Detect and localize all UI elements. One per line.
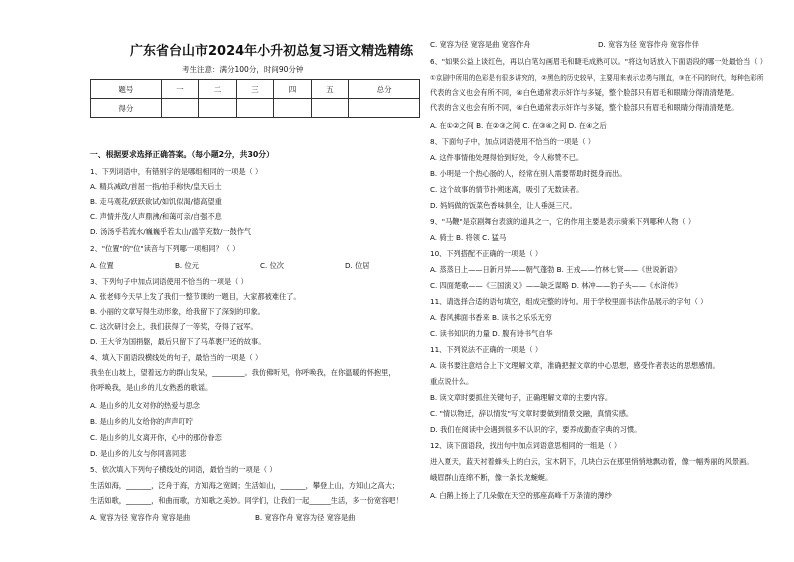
passage-line: 你呼唤我，是山乡的儿女熟悉的歌谣。 (90, 383, 213, 392)
score-header-cell: 二 (199, 80, 237, 99)
option-line[interactable]: D. 妈妈做的饭菜色香味俱全，让人垂涎三尺。 (430, 201, 577, 210)
option-line: C. 是山乡的儿女离开你，心中的那份眷恋 (90, 433, 222, 442)
question-line: 3、下列句子中加点词语使用不恰当的一项是（ ） (90, 277, 248, 286)
option-line[interactable]: A. 骑士 B. 将领 C. 猛马 (430, 233, 507, 242)
score-header-cell: 总分 (349, 80, 420, 99)
option-line: B. 小丽的文章写得生动形象，给我留下了深刻的印象。 (90, 307, 265, 316)
option-line[interactable]: A. 读书要注意结合上下文理解文章，准确把握文章的中心思想，感受作者表达的思想感情。 (430, 361, 720, 370)
exam-notice: 考生注意：满分100分，时间90分钟 (182, 65, 304, 74)
question-line: 9、"马鞭"是京剧舞台表演的道具之一，它的作用主要是表示骑乘下列哪种人物（ ） (430, 217, 696, 226)
question-line: 11、请选择合适的语句填空，组成完整的诗句。用于学校里面书法作品展示的字句（ ） (430, 297, 708, 306)
question-line: 10、下列搭配不正确的一项是（ ） (430, 249, 543, 258)
question-line: 6、"如果公益上谈红色，再以白笔勾画眉毛和睫毛成熟可以。"将这句话放入下面语段的哪一处最恰当（ ） (430, 57, 767, 66)
option-line[interactable]: A. 这件事情他处理得恰到好处，令人称赞不已。 (430, 153, 584, 162)
question-line: 11、下列说法不正确的一项是（ ） (430, 345, 543, 354)
score-cell[interactable] (349, 99, 420, 118)
score-table (90, 79, 420, 118)
option-line: B. 走马观花/跃跃欲试/如饥似渴/德高望重 (90, 197, 222, 206)
passage-line: 生活如海，_______，泛舟于海，方知海之宽阔；生活如山，_______，攀登上山，方知山之高大； (90, 481, 400, 490)
option-line: D. 是山乡的儿女与你同喜同悲 (90, 449, 187, 458)
question-line: 4、填入下面语段横线处的句子，最恰当的一项是（ ） (90, 353, 263, 362)
option-line: B. 是山乡的儿女给你的声声叮咛 (90, 417, 193, 426)
score-cell[interactable] (161, 99, 199, 118)
passage-line: 进入夏天，蓝天衬着蜂头上的白云，宝木阴下，几块白云在那里悄悄地飘动着，像一幅秀丽的风景画。 (430, 457, 754, 466)
q5-option-d[interactable]: D. 宽容为径 宽容作舟 宽容作伴 (598, 40, 699, 49)
q2-option-d[interactable]: D. 位居 (345, 261, 370, 270)
option-line[interactable]: B. 小明是一个热心肠的人，经常在别人需要帮助时挺身而出。 (430, 169, 627, 178)
q5-option-b[interactable]: B. 宽容作舟 宽容为径 宽容是曲 (255, 513, 356, 522)
option-line[interactable]: A. 在①②之间 B. 在②③之间 C. 在③④之间 D. 在④之后 (430, 121, 607, 130)
option-line[interactable]: C. "情以物迁，辞以情发"写文章时要做到情景交融，真情实感。 (430, 409, 634, 418)
score-cell[interactable] (274, 99, 312, 118)
page-title: 广东省台山市2024年小升初总复习语文精选精练 (130, 44, 414, 59)
option-line[interactable]: C. 这个故事的情节扑朔迷离，吸引了无数读者。 (430, 185, 584, 194)
passage-line: 生活如歌，_______，和曲而歌，方知歌之美妙。同学们，让我们一起______生活，多一份宽容吧！ (90, 496, 403, 505)
q2-option-a[interactable]: A. 位置 (90, 261, 114, 270)
option-line: D. 汤汤乎若流水/巍巍乎若太山/滥竽充数/一鼓作气 (90, 227, 252, 236)
question-line: 1、下列词语中，有错别字的是哪组相同的一项是（ ） (90, 167, 263, 176)
q5-option-c[interactable]: C. 宽容为径 宽容是曲 宽容作舟 (430, 40, 531, 49)
question-line: 12、读下面语段，找出句中加点词语意思相同的一组是（ ） (430, 441, 622, 450)
score-cell[interactable] (236, 99, 274, 118)
score-header-cell: 五 (311, 80, 349, 99)
option-line: A. 精兵减政/首屈一指/拍手称快/皇天后土 (90, 182, 222, 191)
option-line: C. 声情并茂/人声鼎沸/和蔼可亲/自强不息 (90, 212, 222, 221)
score-cell[interactable] (311, 99, 349, 118)
passage-line: ①京剧中所用的色彩是有很多讲究的，②黑色的历史较早，主要用来表示忠勇与刚直，③在不同的时代，每种色彩所 (430, 74, 764, 82)
q2-option-c[interactable]: C. 位次 (260, 261, 284, 270)
passage-line: 代表的含义也会有所不同，④白色通常表示奸诈与多疑，整个脸部只有眉毛和眼睛分得清清楚楚。 (430, 103, 739, 112)
option-line[interactable]: A. 蒸蒸日上——日新月异——朝气蓬勃 B. 王戎——竹林七贤——《世说新语》 (430, 265, 682, 274)
score-header-cell: 一 (161, 80, 199, 99)
option-line: D. 王大爷为国捐躯，最后只留下了马革裹尸还的故事。 (90, 337, 266, 346)
score-row-label: 得分 (91, 99, 162, 118)
option-line[interactable]: B. 读文章时要抓住关键句子，正确理解文章的主要内容。 (430, 393, 613, 402)
score-cell[interactable] (199, 99, 237, 118)
score-table-header-row (91, 80, 420, 99)
option-line[interactable]: A. 白鹅上扬上了几朵傲在天空的那座高峰千万条清的薄纱 (430, 491, 612, 500)
option-line[interactable]: C. 读书知识的力量 D. 腹有诗书气自华 (430, 329, 553, 338)
option-line: C. 这次研讨会上，我们获得了一等奖，夺得了冠军。 (90, 322, 258, 331)
section-heading: 一、根据要求选择正确答案。（每小题2分，共30分） (90, 150, 274, 159)
score-header-cell: 题号 (91, 80, 162, 99)
question-line: 8、下面句子中，加点词语使用不恰当的一项是（ ） (430, 137, 595, 146)
question-line: 2、"位置"的"位"读音与下列哪一项相同？（ ） (90, 244, 240, 253)
option-line: 重点说什么。 (430, 377, 474, 386)
passage-line: 我坐在山坡上，望着远方的群山发呆，_________。我仿佛听见，你呼唤我，在你温暖的怀抱里， (90, 368, 396, 377)
score-header-cell: 三 (236, 80, 274, 99)
passage-line: 代表的含义也会有所不同，④白色通常表示奸诈与多疑，整个脸部只有眉毛和眼睛分得清清楚楚。 (430, 88, 739, 97)
passage-line: 峨眉群山连绵不断，像一条长龙蜿蜒。 (430, 473, 553, 482)
score-table-score-row (91, 99, 420, 118)
question-line: 5、依次填入下列句子横线处的词语，最恰当的一项是（ ） (90, 465, 277, 474)
option-line[interactable]: D. 我们在阅读中会遇到很多不认识的字，要养成勤查字典的习惯。 (430, 425, 642, 434)
q5-option-a[interactable]: A. 宽容为径 宽容作舟 宽容是曲 (90, 513, 191, 522)
option-line: A. 是山乡的儿女对你的热爱与思念 (90, 401, 200, 410)
option-line[interactable]: C. 四面楚歌——《三国演义》——缺乏谋略 D. 林冲——豹子头——《水浒传》 (430, 281, 682, 290)
option-line: A. 张老师今天早上发了我们一整节课的一题目，大家都被难住了。 (90, 292, 301, 301)
score-header-cell: 四 (274, 80, 312, 99)
q2-option-b[interactable]: B. 位元 (175, 261, 199, 270)
option-line[interactable]: A. 春风拂面书香来 B. 读书之乐乐无穷 (430, 313, 552, 322)
